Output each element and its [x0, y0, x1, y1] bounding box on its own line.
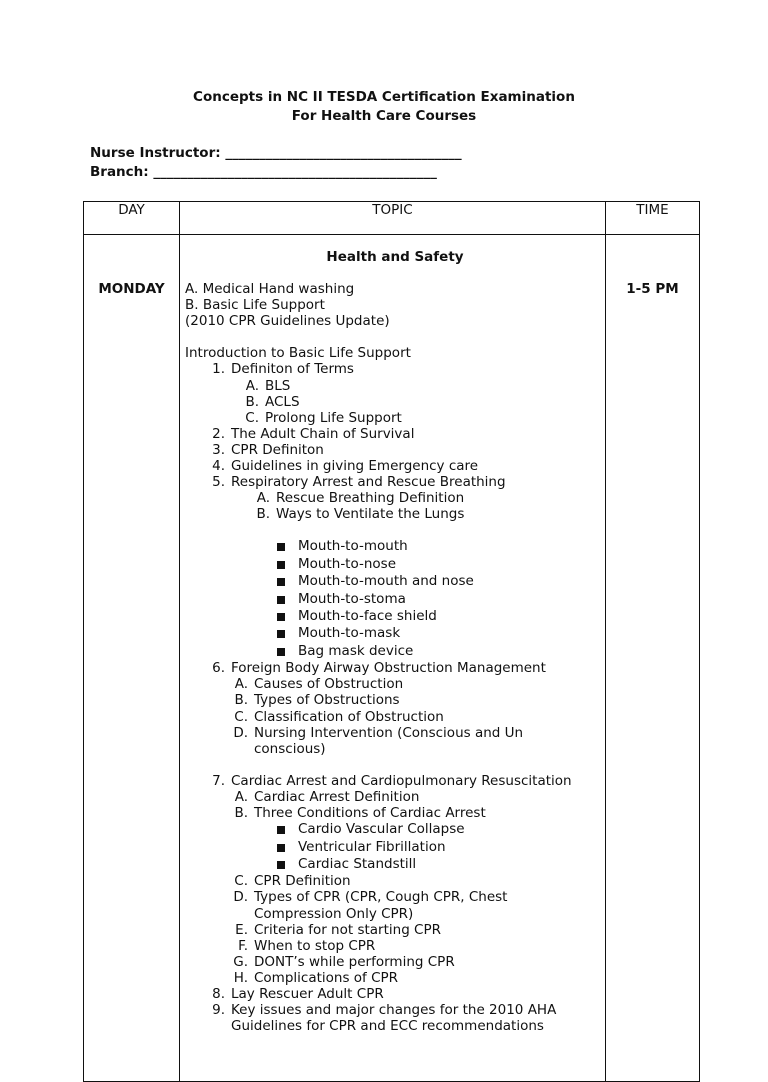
list-item: C. Prolong Life Support — [245, 409, 402, 426]
list-item: 2. The Adult Chain of Survival — [212, 425, 415, 442]
square-bullet-icon — [277, 596, 285, 604]
square-bullet-icon — [277, 844, 285, 852]
list-item: A. BLS — [245, 377, 291, 394]
list-item: 8. Lay Rescuer Adult CPR — [212, 985, 384, 1002]
list-item: 4. Guidelines in giving Emergency care — [212, 458, 479, 475]
intro-line: B. Basic Life Support — [185, 297, 325, 314]
square-bullet-icon — [277, 630, 285, 638]
list-item-continuation: conscious) — [254, 740, 326, 757]
bullet-item: Mouth-to-mouth and nose — [185, 573, 605, 590]
list-item: 5. Respiratory Arrest and Rescue Breathing — [212, 474, 506, 491]
column-header-time: TIME — [606, 202, 700, 235]
list-item: 6. Foreign Body Airway Obstruction Management — [212, 660, 546, 677]
list-item: B. Ways to Ventilate the Lungs — [256, 506, 465, 523]
list-item: H. Complications of CPR — [233, 969, 399, 986]
list-item-continuation: Guidelines for CPR and ECC recommendations — [231, 1018, 544, 1035]
bullet-item: Mouth-to-nose — [185, 556, 605, 573]
list-item: G. DONT’s while performing CPR — [233, 953, 455, 970]
column-header-day: DAY — [84, 202, 180, 235]
table-row — [84, 235, 700, 1082]
table-header-row — [84, 202, 700, 235]
topic-cell — [180, 235, 606, 1082]
document-title-line1: Concepts in NC II TESDA Certification Examination — [193, 89, 575, 105]
list-item-continuation: Compression Only CPR) — [254, 905, 414, 922]
list-item: A. Cardiac Arrest Definition — [234, 788, 420, 805]
square-bullet-icon — [277, 861, 285, 869]
nurse-instructor-field: Nurse Instructor: ___________________________________ — [90, 145, 462, 161]
intro-line: A. Medical Hand washing — [185, 281, 355, 298]
square-bullet-icon — [277, 543, 285, 551]
list-item: F. When to stop CPR — [238, 937, 376, 954]
bullet-item: Mouth-to-mouth — [185, 538, 605, 555]
document-title-line2: For Health Care Courses — [291, 108, 477, 124]
bullet-item: Cardio Vascular Collapse — [185, 821, 605, 838]
section-title: Health and Safety — [326, 249, 464, 265]
list-item: 9. Key issues and major changes for the 2010 AHA — [212, 1002, 557, 1019]
bullet-item: Ventricular Fibrillation — [185, 839, 605, 856]
square-bullet-icon — [277, 578, 285, 586]
list-item: A. Causes of Obstruction — [234, 676, 404, 693]
bullet-item: Cardiac Standstill — [185, 856, 605, 873]
list-item: D. Types of CPR (CPR, Cough CPR, Chest — [233, 889, 508, 906]
square-bullet-icon — [277, 561, 285, 569]
list-item: 7. Cardiac Arrest and Cardiopulmonary Resuscitation — [212, 772, 572, 789]
list-item: A. Rescue Breathing Definition — [256, 490, 465, 507]
bullet-item: Mouth-to-face shield — [185, 608, 605, 625]
list-item: D. Nursing Intervention (Conscious and Un — [233, 724, 524, 741]
list-item: B. Three Conditions of Cardiac Arrest — [234, 805, 486, 821]
bullet-item: Mouth-to-stoma — [185, 591, 605, 608]
intro-line: (2010 CPR Guidelines Update) — [185, 313, 390, 330]
list-item: C. CPR Definition — [234, 873, 351, 890]
list-item: C. Classification of Obstruction — [234, 708, 444, 725]
schedule-table — [83, 201, 700, 1082]
square-bullet-icon — [277, 826, 285, 834]
branch-field: Branch: __________________________________________ — [90, 164, 437, 180]
list-item: E. Criteria for not starting CPR — [235, 921, 442, 938]
bullet-item: Bag mask device — [185, 643, 605, 660]
day-cell: MONDAY — [84, 235, 180, 1082]
time-cell: 1-5 PM — [606, 235, 700, 1082]
column-header-topic: TOPIC — [180, 202, 606, 235]
list-item: 3. CPR Definiton — [212, 441, 324, 458]
intro-heading: Introduction to Basic Life Support — [185, 345, 411, 362]
square-bullet-icon — [277, 648, 285, 656]
bullet-item: Mouth-to-mask — [185, 625, 605, 642]
square-bullet-icon — [277, 613, 285, 621]
list-item: B. Types of Obstructions — [234, 692, 400, 709]
list-item: B. ACLS — [245, 393, 300, 410]
list-item: 1. Definiton of Terms — [212, 361, 354, 378]
